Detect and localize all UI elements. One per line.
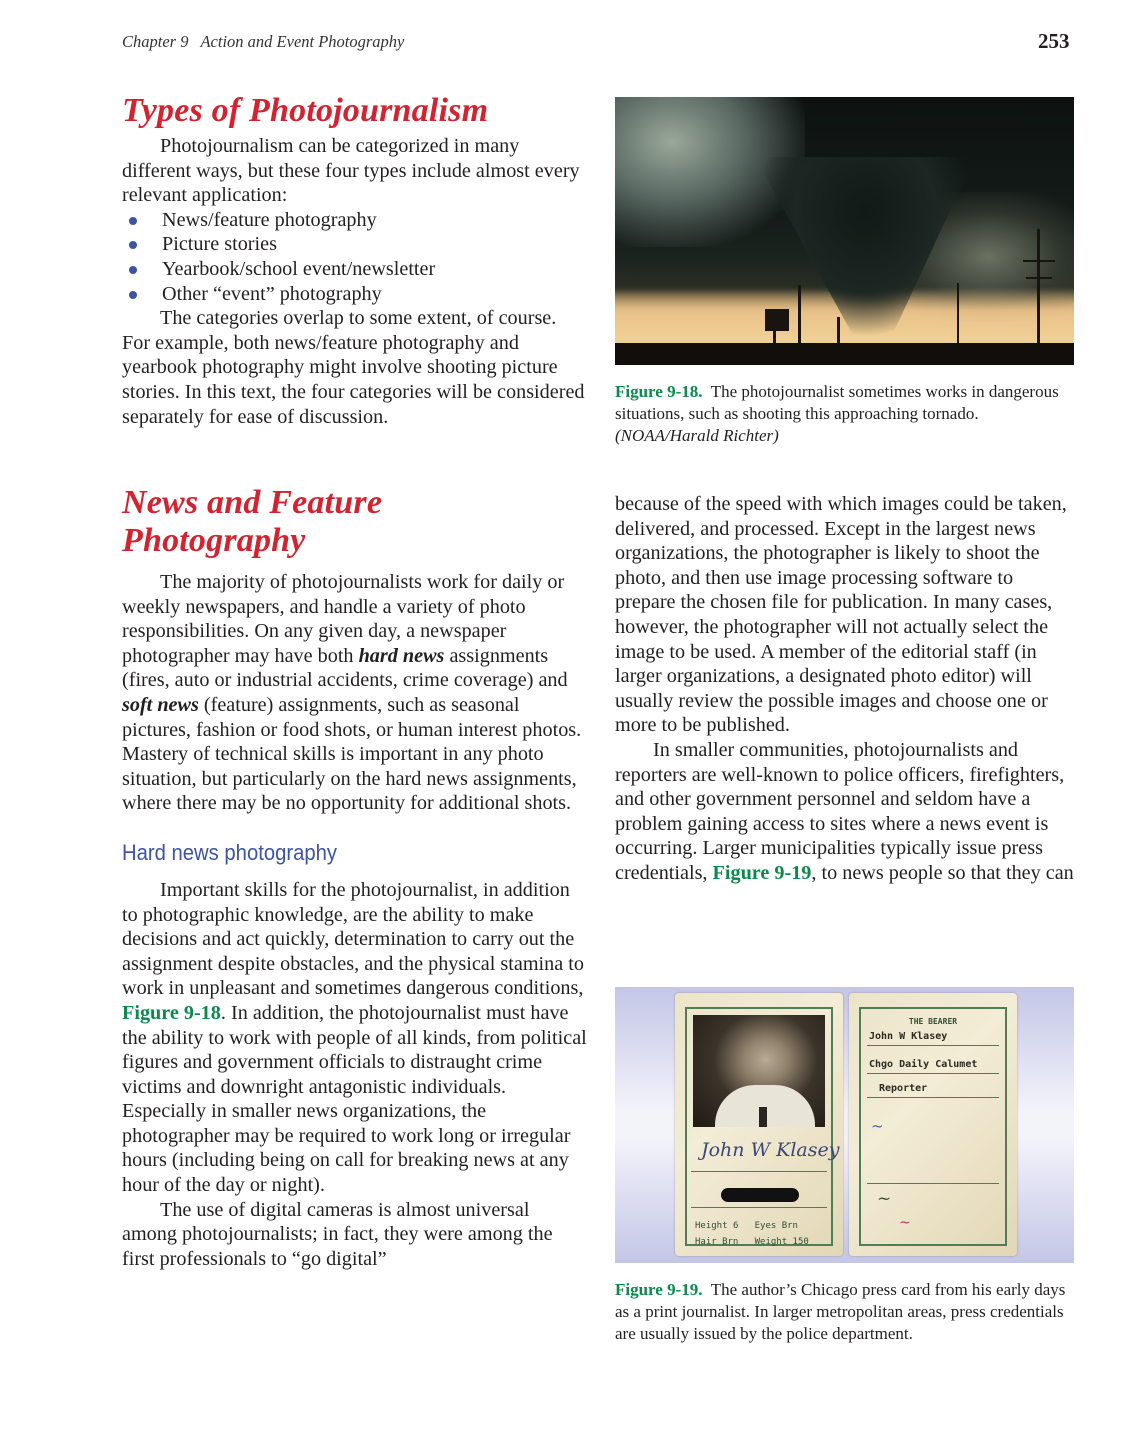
term-hard-news: hard news bbox=[358, 644, 445, 667]
figure-9-18-link[interactable]: Figure 9-18 bbox=[122, 1001, 221, 1024]
section-heading-types: Types of Photojournalism bbox=[122, 92, 489, 129]
bullet-icon bbox=[129, 266, 137, 274]
figure-9-19-caption: Figure 9-19. The author’s Chicago press card from his early days as a print journalist. In larger metropolitan areas, press credentials are usually issued by the police department. bbox=[615, 1280, 1066, 1343]
term-soft-news: soft news bbox=[122, 693, 199, 716]
figure-label: Figure 9-19. bbox=[615, 1280, 703, 1299]
types-intro: Photojournalism can be categorized in many different ways, but these four types include almost every relevant application: bbox=[122, 135, 580, 207]
chapter-label: Chapter 9 bbox=[122, 32, 189, 51]
page-number: 253 bbox=[1038, 29, 1070, 53]
bullet-icon bbox=[129, 241, 137, 249]
figure-9-19-image bbox=[615, 987, 1074, 1263]
card-name: John W Klasey bbox=[869, 1031, 948, 1042]
card-role: Reporter bbox=[879, 1083, 928, 1094]
types-section bbox=[122, 92, 587, 429]
hard-news-paragraph: Important skills for the photojournalist, in addition to photographic knowledge, are the ability to make decisions and act quickly, determination to carry out the assignment despite obstacles, and the physical stamina to work in unpleasant and sometimes dangerous conditions, Figure 9-18. In addition, the photojournalist must have the ability to work with people of all kinds, from political figures and government officials to distraught crime victims and downright antagonistic individuals. Especially in smaller news organizations, the photographer may be required to work long or irregular hours (including being on call for breaking news at any hour of the day or night). bbox=[122, 878, 587, 1197]
bullet-icon bbox=[129, 217, 137, 225]
redacted-ssn bbox=[721, 1188, 799, 1202]
list-item: Picture stories bbox=[122, 232, 587, 257]
bearer-signature: John W Klasey bbox=[701, 1139, 840, 1161]
subheading-hard-news: Hard news photography bbox=[122, 839, 338, 865]
figure-9-19-link[interactable]: Figure 9-19 bbox=[712, 861, 812, 884]
chapter-title: Action and Event Photography bbox=[200, 32, 405, 51]
types-closing: The categories overlap to some extent, of course. For example, both news/feature photography and yearbook photography might involve shooting picture stories. In this text, the four categories will be considered separately for ease of discussion. bbox=[122, 307, 585, 428]
news-paragraph: The majority of photojournalists work for daily or weekly newspapers, and handle a variety of photo responsibilities. On any given day, a newspaper photographer may have both hard news assignments (fires, auto or industrial accidents, crime coverage) and soft news (feature) assignments, such as seasonal pictures, fashion or food shots, or human interest photos. Mastery of technical skills is important in any photo situation, but particularly on the hard news assignments, where there may be no opportunity for additional shots. bbox=[122, 571, 582, 815]
section-heading-news: News and Feature Photography bbox=[122, 484, 383, 559]
press-card-right: THE BEARER John W Klasey Chgo Daily Calumet Reporter ~ ~ ~ bbox=[849, 993, 1017, 1256]
list-item: Other “event” photography bbox=[122, 282, 587, 307]
types-list bbox=[122, 208, 587, 306]
news-section bbox=[122, 484, 587, 1271]
press-card-left: John W Klasey Height 6 Eyes Brn Hair Brn Weight 150 bbox=[675, 993, 843, 1256]
figure-label: Figure 9-18. bbox=[615, 382, 703, 401]
card-title: THE BEARER bbox=[908, 1017, 958, 1026]
right-paragraph-1: because of the speed with which images could be taken, delivered, and processed. Except in the largest news organizations, the photographer is likely to shoot the photo, and then use image processing software to prepare the chosen file for publication. In many cases, however, the photographer will not actually select the image to be used. A member of the editorial staff (in larger organizations, a designated photo editor) will usually review the possible images and choose one or more to be published. bbox=[615, 493, 1067, 737]
right-body bbox=[615, 492, 1075, 886]
running-header bbox=[122, 32, 404, 52]
card-employer: Chgo Daily Calumet bbox=[869, 1059, 978, 1070]
figure-9-18-caption: Figure 9-18. The photojournalist sometimes works in dangerous situations, such as shooting this approaching tornado. (NOAA/Harald Richter) bbox=[615, 382, 1059, 445]
photo-credit: (NOAA/Harald Richter) bbox=[615, 426, 779, 445]
bullet-icon bbox=[129, 291, 137, 299]
list-item: News/feature photography bbox=[122, 208, 587, 233]
portrait-photo bbox=[693, 1015, 825, 1127]
right-paragraph-2: In smaller communities, photojournalists and reporters are well-known to police officers, firefighters, and other government personnel and seldom have a problem gaining access to sites where a news event is occurring. Larger municipalities typically issue press credentials, Figure 9-19, to news people so that they can bbox=[615, 738, 1074, 884]
digital-paragraph: The use of digital cameras is almost universal among photojournalists; in fact, they were among the first professionals to “go digital” bbox=[122, 1198, 553, 1270]
list-item: Yearbook/school event/newsletter bbox=[122, 257, 587, 282]
figure-9-18-image bbox=[615, 97, 1074, 365]
